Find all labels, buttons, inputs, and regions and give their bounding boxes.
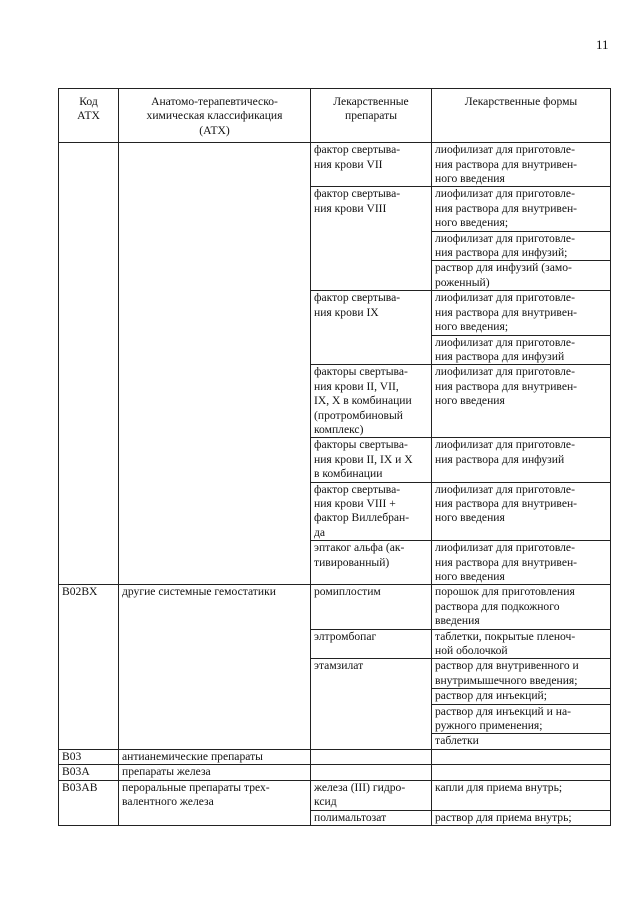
drug-cell: элтромбопаг (311, 629, 432, 659)
form-cell: лиофилизат для приготовле- ния раствора для внутривен- ного введения (432, 365, 611, 438)
drug-cell: железа (III) гидро- ксид (311, 780, 432, 810)
form-cell: лиофилизат для приготовле- ния раствора для внутривен- ного введения; (432, 291, 611, 335)
table-row (59, 585, 611, 629)
header-classification: Анатомо-терапевтическо- химическая классификация (АТХ) (119, 89, 311, 143)
drug-cell: факторы свертыва- ния крови II, VII, IX, X в комбинации (протромбиновый комплекс) (311, 365, 432, 438)
form-cell: лиофилизат для приготовле- ния раствора для внутривен- ного введения; (432, 187, 611, 231)
form-cell: лиофилизат для приготовле- ния раствора для инфузий (432, 438, 611, 482)
drug-cell: факторы свертыва- ния крови II, IX и X в комбинации (311, 438, 432, 482)
classification-cell (119, 143, 311, 585)
form-cell: раствор для внутривенного и внутримышечного введения; (432, 659, 611, 689)
drug-cell: фактор свертыва- ния крови VIII + фактор Виллебран- да (311, 482, 432, 541)
drug-cell (311, 765, 432, 780)
form-cell: таблетки (432, 734, 611, 749)
classification-cell: другие системные гемостатики (119, 585, 311, 749)
form-cell (432, 749, 611, 764)
form-cell: лиофилизат для приготовле- ния раствора для инфузий (432, 335, 611, 365)
classification-cell: пероральные препараты трех- валентного железа (119, 780, 311, 825)
form-cell: раствор для инъекций и на- ружного применения; (432, 704, 611, 734)
form-cell: таблетки, покрытые пленоч- ной оболочкой (432, 629, 611, 659)
table-header-row (59, 89, 611, 143)
classification-cell: антианемические препараты (119, 749, 311, 764)
header-drugs: Лекарственные препараты (311, 89, 432, 143)
drug-cell: этамзилат (311, 659, 432, 749)
drug-cell: полимальтозат (311, 810, 432, 825)
code-cell: B03 (59, 749, 119, 764)
drug-cell: фактор свертыва- ния крови VII (311, 143, 432, 187)
code-cell (59, 143, 119, 585)
header-code: Код АТХ (59, 89, 119, 143)
atx-classification-table (58, 88, 611, 826)
drug-cell (311, 749, 432, 764)
table-row (59, 780, 611, 810)
form-cell: лиофилизат для приготовле- ния раствора для внутривен- ного введения (432, 143, 611, 187)
form-cell (432, 765, 611, 780)
page-number: 11 (596, 37, 609, 52)
form-cell: порошок для приготовления раствора для подкожного введения (432, 585, 611, 629)
form-cell: лиофилизат для приготовле- ния раствора для внутривен- ного введения (432, 541, 611, 585)
form-cell: раствор для приема внутрь; (432, 810, 611, 825)
table-row (59, 749, 611, 764)
table-row (59, 143, 611, 187)
form-cell: капли для приема внутрь; (432, 780, 611, 810)
drug-cell: фактор свертыва- ния крови VIII (311, 187, 432, 291)
code-cell: B02BX (59, 585, 119, 749)
code-cell: B03A (59, 765, 119, 780)
drug-cell: фактор свертыва- ния крови IX (311, 291, 432, 365)
code-cell: B03AB (59, 780, 119, 825)
header-forms: Лекарственные формы (432, 89, 611, 143)
form-cell: лиофилизат для приготовле- ния раствора для внутривен- ного введения (432, 482, 611, 541)
classification-cell: препараты железа (119, 765, 311, 780)
form-cell: раствор для инфузий (замо- роженный) (432, 261, 611, 291)
form-cell: лиофилизат для приготовле- ния раствора для инфузий; (432, 231, 611, 261)
drug-cell: эптаког альфа (ак- тивированный) (311, 541, 432, 585)
form-cell: раствор для инъекций; (432, 689, 611, 704)
table-row (59, 765, 611, 780)
drug-cell: ромиплостим (311, 585, 432, 629)
